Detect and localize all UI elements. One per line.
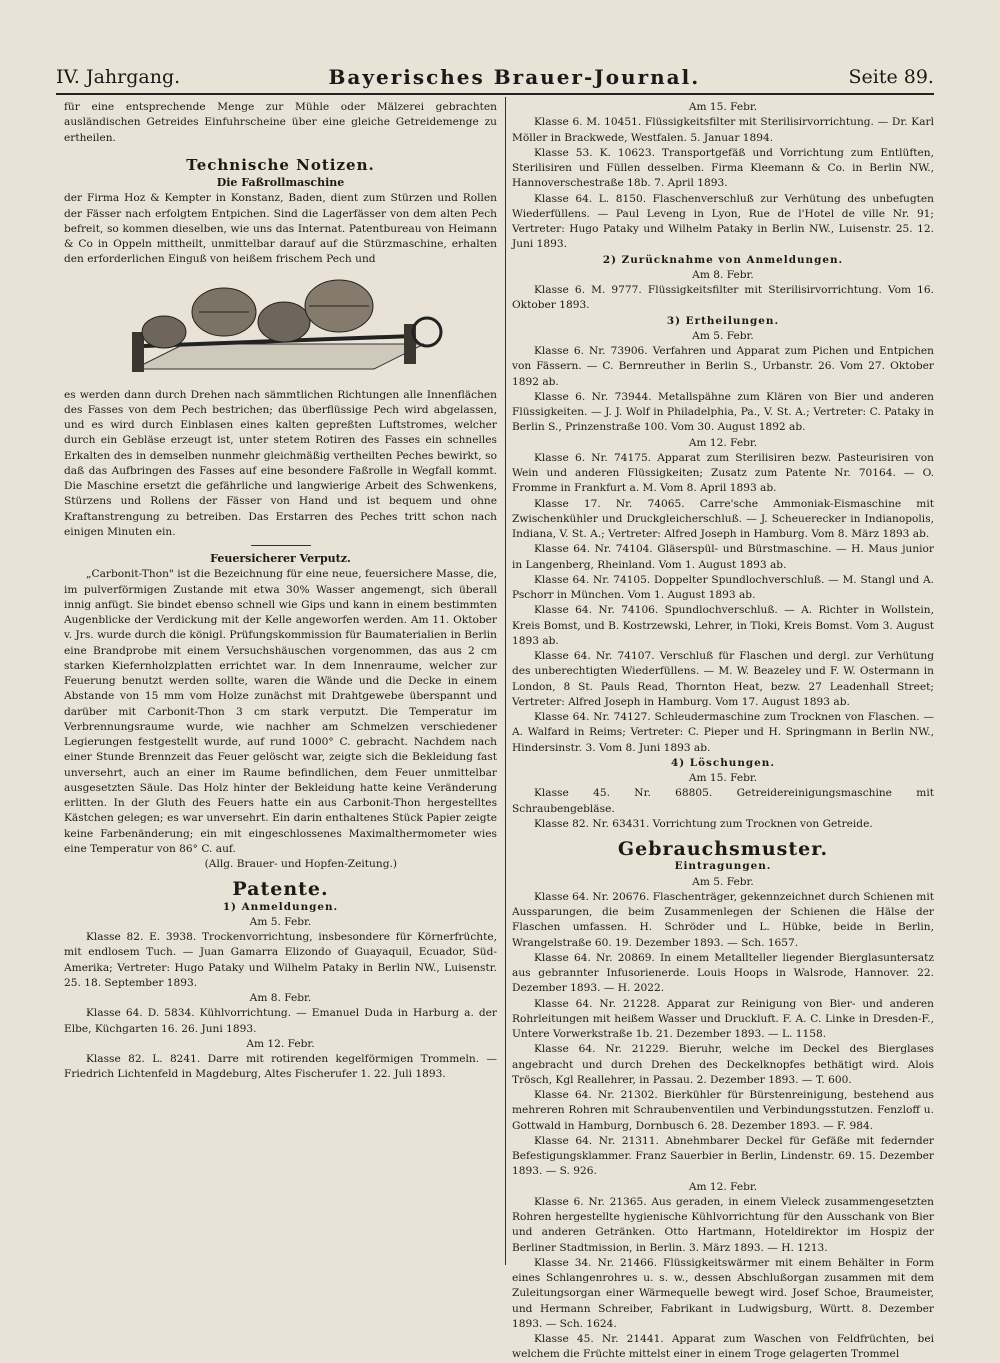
date-line: Am 5. Febr. [692, 875, 754, 888]
utility-model-entry: Klasse 64. Nr. 21228. Apparat zur Reinigung von Bier- und anderen Rohrleitungen mit heißem Wasser und Druckluft. F. A. C. Linke in Dresden-F., Untere Vorwerkstraße 1b. 21. Dezember 1893. — L. 1158. [512, 997, 934, 1040]
patent-entry: Klasse 45. Nr. 68805. Getreidereinigungsmaschine mit Schraubengebläse. [512, 787, 934, 815]
page-number: Seite 89. [848, 66, 934, 88]
barrel-machine-drawing [124, 274, 454, 384]
patent-entry: Klasse 53. K. 10623. Transportgefäß und Vorrichtung zum Entlüften, Sterilisiren und Füllen desselben. Firma Kleemann & Co. in Berlin NW., Hannoverschestraße 18b. 7. April 1893. [512, 146, 934, 190]
patent-entry: Klasse 17. Nr. 74065. Carre'sche Ammoniak-Eismaschine mit Zwischenkühler und Druckgleicherschluß. — J. Scheuerecker in Indianopolis, Indiana, V. St. A.; Vertreter: Alfred Joseph in Hamburg. Vom 8. März 1893 ab. [512, 497, 934, 540]
patent-entry: Klasse 6. Nr. 74175. Apparat zum Sterilisiren bezw. Pasteurisiren von Wein und anderen Flüssigkeiten; Zusatz zum Patente Nr. 70164. — O. Fromme in Frankfurt a. M. Vom 8. April 1893 ab. [512, 451, 934, 495]
date-line: Am 15. Febr. [688, 101, 758, 113]
patent-entry: Klasse 6. Nr. 73944. Metallspähne zum Klären von Bier und anderen Flüssigkeiten. — J. J. Wolf in Philadelphia, Pa., V. St. A.; Vertreter: C. Pataky in Berlin S., Prinzenstraße 100. Vom 30. August 1892 ab. [512, 390, 934, 434]
patent-entry: Klasse 64. D. 5834. Kühlvorrichtung. — Emanuel Duda in Harburg a. der Elbe, Küchgarten 16. 26. Juni 1893. [64, 1007, 497, 1035]
utility-model-entry: Klasse 64. Nr. 20869. In einem Metallteller liegender Bierglasuntersatz aus gebrannter Infusorienerde. Louis Hoops in Walsrode, Hannover. 22. Dezember 1893. — H. 2022. [512, 951, 934, 995]
subsection-anmeldungen: 1) Anmeldungen. [222, 900, 339, 913]
utility-model-entry: Klasse 6. Nr. 21365. Aus geraden, in einem Vieleck zusammengesetzten Rohren hergestellte hygienische Kühlvorrichtung für den Ausschank von Bier und anderen Getränken. Otto Hartmann, Hoteldirektor im Hospiz der Berliner Stadtmission, in Berlin. 3. März 1893. — H. 1213. [512, 1195, 934, 1254]
patent-entry: Klasse 82. L. 8241. Darre mit rotirenden kegelförmigen Trommeln. — Friedrich Lichtenfeld in Magdeburg, Altes Fischerufer 1. 22. Juli 1893. [64, 1053, 497, 1081]
date-line: Am 12. Febr. [246, 1037, 315, 1050]
fassroll-paragraph-2: es werden dann durch Drehen nach sämmtlichen Richtungen alle Innenflächen des Fasses von dem Pech bestrichen; das überflüssige Pech wird abgelassen, und es wird durch Einblasen eines kalten gepreßten Luftstromes, welcher durch ein Gebläse erzeugt ist, unter stetem Rotiren des Fasses ein schnelles Erkalten des in demselben nunmehr gleichmäßig vertheilten Peches bewirkt, so daß das Aufbringen des Fasses auf eine besondere Faßrolle in Wegfall kommt. Die Maschine ersetzt die gefährliche und langwierige Arbeit des Schwenkens, Stürzens und Rollens der Fässer von Hand und ist bequem und ohne Kraftanstrengung zu betreiben. Das Erstarren des Peches tritt schon nach einigen Minuten ein. [64, 388, 497, 538]
patent-entry: Klasse 64. Nr. 74107. Verschluß für Flaschen und dergl. zur Verhütung des unberechtigten Wiederfüllens. — M. W. Beazeley und F. W. Ostermann in London, 8 St. Pauls Read, Thornton Heat, bezw. 27 Leadenhall Street; Vertreter: Alfred Joseph in Hamburg. Vom 17. August 1893 ab. [512, 650, 934, 708]
utility-model-entry: Klasse 64. Nr. 21302. Bierkühler für Bürstenreinigung, bestehend aus mehreren Rohren mit Schraubenventilen und Verbindungsstutzen. Fenzloff u. Gottwald in Hamburg, Dornbusch 6. 28. Dezember 1893. — F. 984. [512, 1089, 934, 1132]
barrel-machine-illustration [124, 274, 454, 384]
patent-entry: Klasse 6. M. 10451. Flüssigkeitsfilter mit Sterilisirvorrichtung. — Dr. Karl Möller in Brackwede, Westfalen. 5. Januar 1894. [512, 116, 934, 144]
patent-entry: Klasse 6. Nr. 73906. Verfahren und Apparat zum Pichen und Entpichen von Fässern. — C. Bernreuther in Berlin S., Urbanstr. 26. Vom 27. Oktober 1892 ab. [512, 345, 934, 388]
utility-model-entry: Klasse 64. Nr. 21229. Bieruhr, welche im Deckel des Bierglases angebracht und durch Drehen des Deckelknopfes bethätigt wird. Alois Trösch, Kgl Reallehrer, in Passau. 2. Dezember 1893. — T. 600. [512, 1043, 934, 1086]
utility-model-entry: Klasse 64. Nr. 21311. Abnehmbarer Deckel für Gefäße mit federnder Befestigungsklammer. Franz Sauerbier in Berlin, Lindenstr. 69. 15. Dezember 1893. — S. 926. [512, 1134, 934, 1178]
subsection-eintragungen: Eintragungen. [674, 860, 772, 873]
subsection-zuruecknahme: 2) Zurücknahme von Anmeldungen. [602, 253, 844, 266]
volume-label: IV. Jahrgang. [56, 66, 181, 88]
section-title-patente: Patente. [232, 878, 329, 901]
date-line: Am 8. Febr. [692, 268, 754, 281]
subsection-loeschungen: 4) Löschungen. [671, 756, 775, 769]
subsection-ertheilungen: 3) Ertheilungen. [666, 314, 780, 327]
patent-entry: Klasse 64. Nr. 74127. Schleudermaschine zum Trocknen von Flaschen. — A. Walfard in Reims; Vertreter: C. Pieper und H. Springmann in Berlin NW., Hindersinstr. 3. Vom 8. Juni 1893 ab. [512, 711, 934, 754]
patent-entry: Klasse 82. Nr. 63431. Vorrichtung zum Trocknen von Getreide. [534, 817, 873, 830]
date-line: Am 8. Febr. [249, 992, 312, 1004]
verputz-paragraph: „Carbonit-Thon" ist die Bezeichnung für eine neue, feuersichere Masse, die, im pulverförmigen Zustande mit etwa 30% Wasser angemengt, sich überall innig anfügt. Sie bindet ebenso schnell wie Gips und kann in einem bestimmten Augenblicke der Verdickung mit der Kelle angeworfen werden. Am 11. Oktober v. Jrs. wurde durch die königl. Prüfungskommission für Baumaterialien in Berlin eine Brandprobe mit einem Versuchshäuschen vorgenommen, das aus 2 cm starken Kiefernholzplatten errichtet war. In dem Innenraume, welcher zur Feuerung benutzt werden sollte, waren die Wände und die Decke in einem Abstande von 15 mm vom Holze zunächst mit Drahtgewebe überspannt und darüber mit Carbonit-Thon 3 cm stark verputzt. Die Temperatur im Verbrennungsraume wurde, wie nachher am Schmelzen verschiedener Legierungen festgestellt wurde, auf rund 1000° C. gebracht. Nachdem nach einer Stunde Brennzeit das Feuer gelöscht war, zeigte sich die Bekleidung fast unversehrt, auch an einer im Raume befindlichen, dem Feuer unmittelbar ausgesetzten Säule. Das Holz hinter der Bekleidung hatte keine Veränderung erlitten. In der Gluth des Feuers hatte ein aus Carbonit-Thon hergestelltes Kästchen gelegen; es war unversehrt. Ein darin enthaltenes Stück Papier zeigte keine Farbenänderung; ein mit eingeschlossenes Maximalthermometer wies eine Temperatur von 86° C. auf. [64, 568, 497, 855]
utility-model-entry: Klasse 34. Nr. 21466. Flüssigkeitswärmer mit einem Behälter in Form eines Schlangenrohres u. s. w., dessen Abschlußorgan zusammen mit dem Zuleitungsorgan einer Wärmequelle bewegt wird. Josef Schoe, Braumeister, und Hermann Schreiber, Fabrikant in Ludwigsburg, Württ. 8. Dezember 1893. — Sch. 1624. [512, 1256, 934, 1330]
utility-model-entry: Klasse 45. Nr. 21441. Apparat zum Waschen von Feldfrüchten, bei welchem die Früchte mittelst einer in einem Troge gelagerten Trommel [512, 1333, 934, 1361]
fassroll-paragraph-1: der Firma Hoz & Kempter in Konstanz, Baden, dient zum Stürzen und Rollen der Fässer nach erfolgtem Entpichen. Sind die Lagerfässer von dem alten Pech befreit, so kommen dieselben, wie uns das Internat. Patentbureau von Heimann & Co in Oppeln mittheilt, unmittelbar darauf auf die Stürzmaschine, erhalten den erforderlichen Einguß von heißem frischem Pech und [64, 192, 497, 266]
patent-entry: Klasse 64. Nr. 74106. Spundlochverschluß. — A. Richter in Wollstein, Kreis Bomst, und B. Kostrzewski, Lehrer, in Tloki, Kreis Bomst. Vom 3. August 1893 ab. [512, 604, 934, 647]
article-title-fassrollmaschine: Die Faßrollmaschine [216, 176, 345, 189]
article-title-verputz: Feuersicherer Verputz. [210, 552, 351, 565]
patent-entry: Klasse 64. Nr. 74104. Gläserspül- und Bürstmaschine. — H. Maus junior in Langenberg, Rheinland. Vom 1. August 1893 ab. [512, 543, 934, 571]
utility-model-entry: Klasse 64. Nr. 20676. Flaschenträger, gekennzeichnet durch Schienen mit Aussparungen, die beim Zusammenlegen der Schienen die Hälse der Flaschen umfassen. H. Schröder und L. Hübke, beide in Berlin, Wrangelstraße 60. 19. Dezember 1893. — Sch. 1657. [512, 890, 934, 949]
left-column [64, 100, 497, 1083]
section-title-gebrauchsmuster: Gebrauchsmuster. [617, 838, 829, 860]
header-rule [56, 93, 934, 95]
page-header [56, 62, 934, 92]
patent-entry: Klasse 64. L. 8150. Flaschenverschluß zur Verhütung des unbefugten Wiederfüllens. — Paul Leveng in Lyon, Rue de l'Hotel de ville Nr. 91; Vertreter: Hugo Pataky und Wilhelm Pataky in Berlin NW., Luisenstr. 25. 12. Juni 1893. [512, 192, 934, 251]
right-column [512, 100, 934, 1363]
date-line: Am 15. Febr. [688, 772, 758, 784]
patent-entry: Klasse 82. E. 3938. Trockenvorrichtung, insbesondere für Körnerfrüchte, mit endlosem Tuch. — Juan Gamarra Elizondo of Guayaquil, Ecuador, Süd-Amerika; Vertreter: Hugo Pataky und Wilhelm Pataky in Berlin NW., Luisenstr. 25. 18. September 1893. [64, 931, 497, 989]
date-line: Am 5. Febr. [692, 329, 754, 342]
patent-entry: Klasse 6. M. 9777. Flüssigkeitsfilter mit Sterilisirvorrichtung. Vom 16. Oktober 1893. [512, 284, 934, 312]
date-line: Am 12. Febr. [688, 1180, 758, 1193]
section-title-technische-notizen: Technische Notizen. [186, 155, 375, 174]
verputz-source: (Allg. Brauer- und Hopfen-Zeitung.) [204, 858, 397, 870]
separator-rule [251, 545, 311, 546]
date-line: Am 5. Febr. [249, 915, 312, 928]
column-divider [505, 97, 506, 1265]
date-line: Am 12. Febr. [688, 436, 758, 449]
patent-entry: Klasse 64. Nr. 74105. Doppelter Spundlochverschluß. — M. Stangl und A. Pschorr in München. Vom 1. August 1893 ab. [512, 573, 934, 601]
journal-title: Bayerisches Brauer-Journal. [328, 65, 701, 89]
intro-paragraph: für eine entsprechende Menge zur Mühle oder Mälzerei gebrachten ausländischen Getreides Einfuhrscheine über eine gleiche Getreidemenge zu ertheilen. [64, 101, 497, 144]
